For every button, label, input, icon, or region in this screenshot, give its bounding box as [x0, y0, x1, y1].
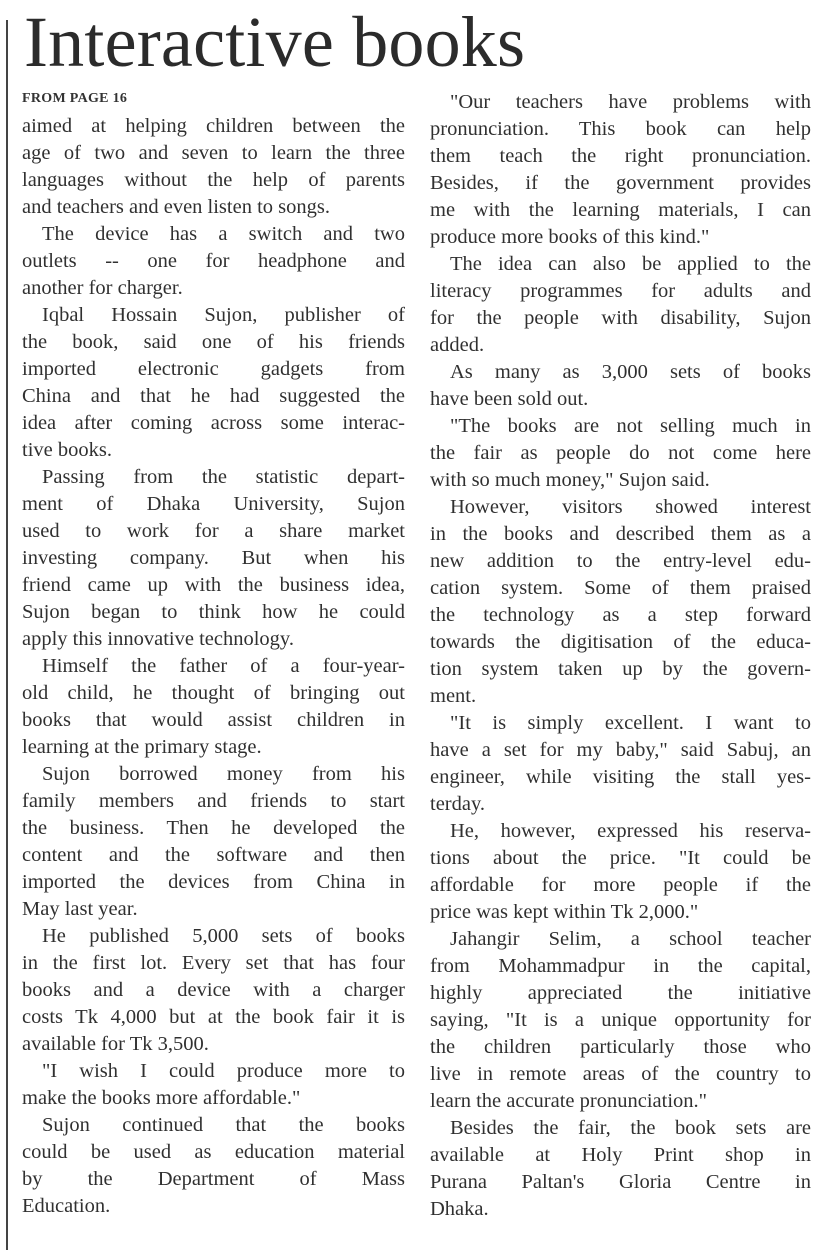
- text-line: outlets -- one for headphone and: [22, 250, 405, 272]
- text-line: idea after coming across some interac-: [22, 412, 405, 434]
- text-line: the children particularly those who: [430, 1036, 811, 1058]
- text-line: the book, said one of his friends: [22, 331, 405, 353]
- paragraph: [430, 413, 811, 494]
- paragraph: [22, 221, 405, 302]
- text-line: towards the digitisation of the educa-: [430, 631, 811, 653]
- text-line: have a set for my baby," said Sabuj, an: [430, 739, 811, 761]
- text-line: the business. Then he developed the: [22, 817, 405, 839]
- text-line: He published 5,000 sets of books: [42, 925, 405, 947]
- text-line: me with the learning materials, I can: [430, 199, 811, 221]
- text-line: However, visitors showed interest: [450, 496, 811, 518]
- text-line: Sujon began to think how he could: [22, 601, 405, 623]
- text-line: tive books.: [22, 439, 112, 461]
- paragraph: [22, 302, 405, 464]
- text-line: investing company. But when his: [22, 547, 405, 569]
- text-line: make the books more affordable.": [22, 1087, 301, 1109]
- text-line: learn the accurate pronunciation.": [430, 1090, 708, 1112]
- text-line: Passing from the statistic depart-: [42, 466, 405, 488]
- text-line: Sujon borrowed money from his: [42, 763, 405, 785]
- text-line: costs Tk 4,000 but at the book fair it is: [22, 1006, 405, 1028]
- paragraph: [22, 1112, 405, 1220]
- text-line: live in remote areas of the country to: [430, 1063, 811, 1085]
- paragraph: [430, 710, 811, 818]
- text-line: "It is simply excellent. I want to: [450, 712, 811, 734]
- text-line: "The books are not selling much in: [450, 415, 811, 437]
- text-line: another for charger.: [22, 277, 183, 299]
- text-line: ment.: [430, 685, 477, 707]
- text-line: new addition to the entry-level edu-: [430, 550, 811, 572]
- paragraph: [22, 653, 405, 761]
- text-line: from Mohammadpur in the capital,: [430, 955, 811, 977]
- text-line: them teach the right pronunciation.: [430, 145, 811, 167]
- text-line: tions about the price. "It could be: [430, 847, 811, 869]
- text-line: tion system taken up by the govern-: [430, 658, 811, 680]
- text-line: used to work for a share market: [22, 520, 405, 542]
- text-line: literacy programmes for adults and: [430, 280, 811, 302]
- text-line: "Our teachers have problems with: [450, 91, 811, 113]
- text-line: languages without the help of parents: [22, 169, 405, 191]
- text-line: the fair as people do not come here: [430, 442, 811, 464]
- text-line: cation system. Some of them praised: [430, 577, 811, 599]
- text-line: Besides the fair, the book sets are: [450, 1117, 811, 1139]
- paragraph: [430, 89, 811, 251]
- text-line: Iqbal Hossain Sujon, publisher of: [42, 304, 405, 326]
- text-line: China and that he had suggested the: [22, 385, 405, 407]
- paragraph: [430, 359, 811, 413]
- paragraph: [22, 464, 405, 653]
- text-line: ment of Dhaka University, Sujon: [22, 493, 405, 515]
- paragraph: [430, 1115, 811, 1223]
- text-line: Sujon continued that the books: [42, 1114, 405, 1136]
- text-line: Education.: [22, 1195, 111, 1217]
- text-line: The device has a switch and two: [42, 223, 405, 245]
- text-line: the technology as a step forward: [430, 604, 811, 626]
- text-line: produce more books of this kind.": [430, 226, 710, 248]
- text-line: friend came up with the business idea,: [22, 574, 405, 596]
- text-line: for the people with disability, Sujon: [430, 307, 811, 329]
- text-line: imported electronic gadgets from: [22, 358, 405, 380]
- text-line: He, however, expressed his reserva-: [450, 820, 811, 842]
- text-line: available for Tk 3,500.: [22, 1033, 209, 1055]
- text-line: aimed at helping children between the: [22, 115, 405, 137]
- paragraph: [430, 818, 811, 926]
- text-line: highly appreciated the initiative: [430, 982, 811, 1004]
- paragraph: [430, 494, 811, 710]
- text-line: engineer, while visiting the stall yes-: [430, 766, 811, 788]
- text-line: May last year.: [22, 898, 138, 920]
- paragraph: [22, 761, 405, 923]
- text-line: terday.: [430, 793, 486, 815]
- paragraph: [22, 1058, 405, 1112]
- text-line: have been sold out.: [430, 388, 589, 410]
- text-line: learning at the primary stage.: [22, 736, 262, 758]
- text-line: books that would assist children in: [22, 709, 405, 731]
- left-column: [22, 113, 405, 1220]
- text-line: age of two and seven to learn the three: [22, 142, 405, 164]
- text-line: with so much money," Sujon said.: [430, 469, 710, 491]
- text-line: price was kept within Tk 2,000.": [430, 901, 699, 923]
- text-line: affordable for more people if the: [430, 874, 811, 896]
- text-line: Besides, if the government provides: [430, 172, 811, 194]
- text-line: family members and friends to start: [22, 790, 405, 812]
- text-line: and teachers and even listen to songs.: [22, 196, 330, 218]
- text-line: Dhaka.: [430, 1198, 489, 1220]
- text-line: The idea can also be applied to the: [450, 253, 811, 275]
- text-line: saying, "It is a unique opportunity for: [430, 1009, 811, 1031]
- headline: Interactive books: [24, 2, 526, 82]
- text-line: old child, he thought of bringing out: [22, 682, 405, 704]
- text-line: available at Holy Print shop in: [430, 1144, 811, 1166]
- text-line: by the Department of Mass: [22, 1168, 405, 1190]
- continued-from-label: FROM PAGE 16: [22, 91, 128, 106]
- text-line: in the first lot. Every set that has four: [22, 952, 405, 974]
- paragraph: [22, 923, 405, 1058]
- text-line: content and the software and then: [22, 844, 405, 866]
- text-line: Purana Paltan's Gloria Centre in: [430, 1171, 811, 1193]
- right-column: [430, 89, 811, 1223]
- text-line: in the books and described them as a: [430, 523, 811, 545]
- text-line: Himself the father of a four-year-: [42, 655, 405, 677]
- text-line: could be used as education material: [22, 1141, 405, 1163]
- text-line: pronunciation. This book can help: [430, 118, 811, 140]
- column-rule: [6, 20, 8, 1250]
- paragraph: [430, 251, 811, 359]
- text-line: added.: [430, 334, 485, 356]
- text-line: "I wish I could produce more to: [42, 1060, 405, 1082]
- text-line: imported the devices from China in: [22, 871, 405, 893]
- text-line: books and a device with a charger: [22, 979, 405, 1001]
- text-line: Jahangir Selim, a school teacher: [450, 928, 811, 950]
- paragraph: [430, 926, 811, 1115]
- paragraph: [22, 113, 405, 221]
- text-line: apply this innovative technology.: [22, 628, 294, 650]
- text-line: As many as 3,000 sets of books: [450, 361, 811, 383]
